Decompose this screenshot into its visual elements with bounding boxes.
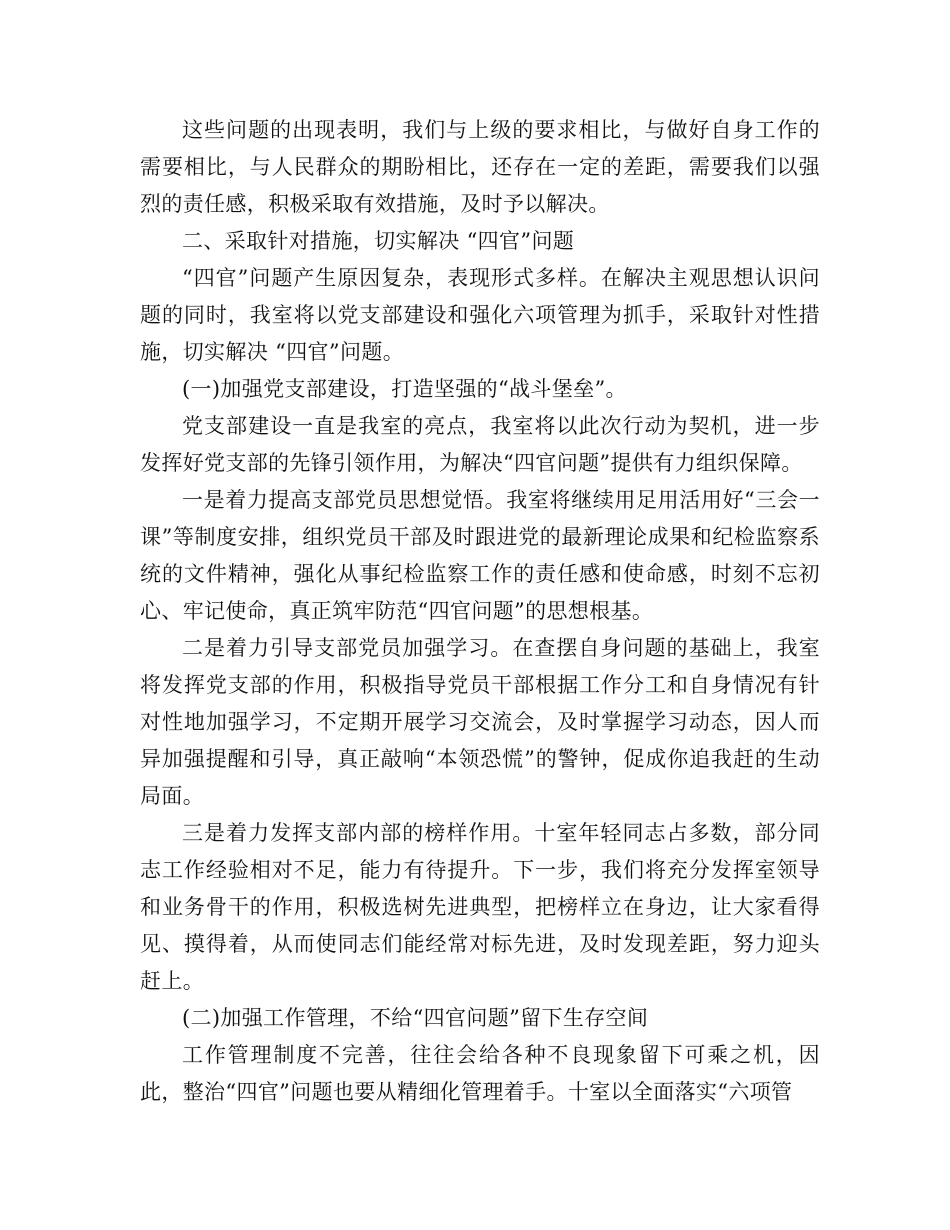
paragraph-point-two: 二是着力引导支部党员加强学习。在查摆自身问题的基础上，我室将发挥党支部的作用，积极指导党员干部根据工作分工和自身情况有针对性地加强学习，不定期开展学习交流会，及时掌握学习动态，因人而异加强提醒和引导，真正敲响“本领恐慌”的警钟，促成你追我赶的生动局面。 (140, 636, 820, 808)
paragraph-management-intro: 工作管理制度不完善，往往会给各种不良现象留下可乘之机，因此，整治“四官”问题也要从精细化管理着手。十室以全面落实“六项管 (140, 1043, 820, 1104)
paragraph-point-three: 三是着力发挥支部内部的榜样作用。十室年轻同志占多数，部分同志工作经验相对不足，能力有待提升。下一步，我们将充分发挥室领导和业务骨干的作用，积极选树先进典型，把榜样立在身边，让大家看得见、摸得着，从而使同志们能经常对标先进，及时发现差距，努力迎头赶上。 (140, 821, 820, 993)
paragraph-problems-conclusion: 这些问题的出现表明，我们与上级的要求相比，与做好自身工作的需要相比，与人民群众的期盼相比，还存在一定的差距，需要我们以强烈的责任感，积极采取有效措施，及时予以解决。 (140, 118, 820, 216)
paragraph-point-one: 一是着力提高支部党员思想觉悟。我室将继续用足用活用好“三会一课”等制度安排，组织党员干部及时跟进党的最新理论成果和纪检监察系统的文件精神，强化从事纪检监察工作的责任感和使命感，时刻不忘初心、牢记使命，真正筑牢防范“四官问题”的思想根基。 (140, 488, 820, 623)
section-heading-two: 二、采取针对措施，切实解决 “四官”问题 (182, 229, 575, 253)
subheading-work-management: (二)加强工作管理，不给“四官问题”留下生存空间 (182, 1006, 649, 1030)
paragraph-causes: “四官”问题产生原因复杂，表现形式多样。在解决主观思想认识问题的同时，我室将以党支部建设和强化六项管理为抓手，采取针对性措施，切实解决 “四官”问题。 (140, 266, 820, 364)
document-page (140, 112, 820, 1111)
paragraph-party-branch-intro: 党支部建设一直是我室的亮点，我室将以此次行动为契机，进一步发挥好党支部的先锋引领作用，为解决“四官问题”提供有力组织保障。 (140, 414, 820, 475)
subheading-party-branch: (一)加强党支部建设，打造坚强的“战斗堡垒”。 (182, 377, 627, 401)
